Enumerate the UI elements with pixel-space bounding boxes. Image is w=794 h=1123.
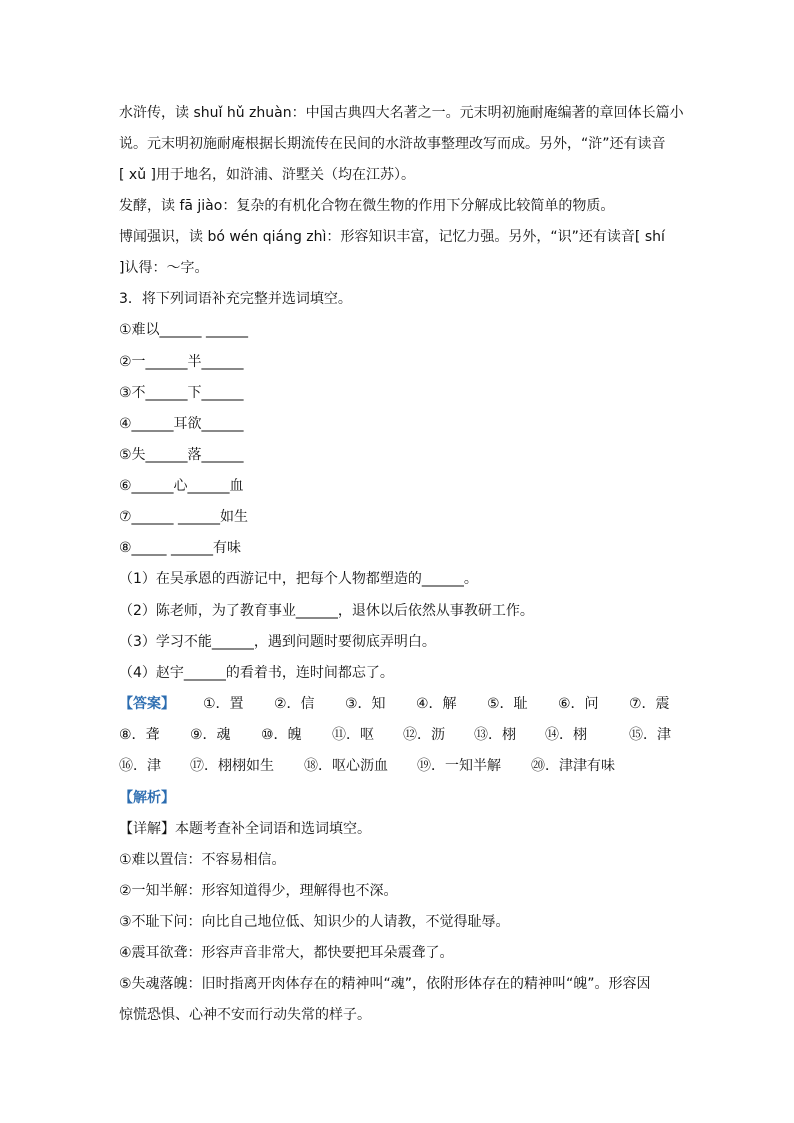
answer-row-2 bbox=[119, 725, 679, 745]
answer-item: ⑲．一知半解 bbox=[417, 758, 501, 774]
analysis-item-5-line2: 惊慌恐惧、心神不安而行动失常的样子。 bbox=[119, 1007, 371, 1023]
answer-item: ⑰．栩栩如生 bbox=[190, 758, 274, 774]
answer-item: ⑳．津津有味 bbox=[531, 758, 615, 774]
question-item: ⑤失______落______ bbox=[119, 447, 244, 463]
answer-item: ⑪．呕 bbox=[332, 727, 374, 743]
analysis-item: ④震耳欲聋：形容声音非常大，都快要把耳朵震聋了。 bbox=[119, 945, 454, 961]
answer-item: ⑩．魄 bbox=[261, 727, 302, 743]
question-item: ⑥______心______血 bbox=[119, 478, 244, 494]
answer-item: ⑫．沥 bbox=[403, 727, 445, 743]
answer-item: ⑧．聋 bbox=[119, 727, 160, 743]
answer-item: ⑱．呕心沥血 bbox=[304, 758, 388, 774]
answer-row-1 bbox=[119, 694, 679, 714]
answer-item: ⑮．津 bbox=[629, 727, 671, 743]
answer-item: ⑭．栩 bbox=[545, 727, 587, 743]
paragraph-shuihuzhuan-line3: [ xǔ ]用于地名，如浒浦、浒墅关（均在江苏）。 bbox=[119, 167, 415, 183]
answer-label: 【答案】 bbox=[119, 696, 175, 712]
paragraph-bowenqiangzhi-line1: 博闻强识，读 bó wén qiáng zhì：形容知识丰富，记忆力强。另外，“识”还有读音[ shí bbox=[119, 229, 665, 245]
analysis-item: ③不耻下问：向比自己地位低、知识少的人请教，不觉得耻辱。 bbox=[119, 914, 510, 930]
answer-item: ⑤．耻 bbox=[487, 696, 528, 712]
question-item: ④______耳欲______ bbox=[119, 416, 244, 432]
answer-item: ③．知 bbox=[345, 696, 386, 712]
question-item: ②一______半______ bbox=[119, 354, 244, 370]
analysis-label: 【解析】 bbox=[119, 790, 175, 806]
question-title: 3．将下列词语补充完整并选词填空。 bbox=[119, 291, 352, 307]
fill-sentence: （2）陈老师，为了教育事业______，退休以后依然从事教研工作。 bbox=[119, 603, 534, 619]
fill-sentence: （4）赵宇______的看着书，连时间都忘了。 bbox=[119, 665, 394, 681]
fill-sentence: （3）学习不能______，遇到问题时要彻底弄明白。 bbox=[119, 634, 436, 650]
fill-sentence: （1）在吴承恩的西游记中，把每个人物都塑造的______。 bbox=[119, 571, 478, 587]
answer-item: ②．信 bbox=[274, 696, 315, 712]
answer-item: ⑨．魂 bbox=[190, 727, 231, 743]
analysis-item: ①难以置信：不容易相信。 bbox=[119, 852, 286, 868]
question-item: ①难以______ ______ bbox=[119, 322, 249, 338]
answer-item: ⑬．栩 bbox=[474, 727, 516, 743]
analysis-item-5-line1: ⑤失魂落魄：旧时指离开肉体存在的精神叫“魂”，依附形体存在的精神叫“魄”。形容因 bbox=[119, 976, 651, 992]
answer-item: ⑦．震 bbox=[629, 696, 670, 712]
answer-item: ⑯．津 bbox=[119, 758, 161, 774]
answer-item: ④．解 bbox=[416, 696, 457, 712]
paragraph-bowenqiangzhi-line2: ]认得：～字。 bbox=[119, 260, 209, 276]
paragraph-shuihuzhuan-line2: 说。元末明初施耐庵根据长期流传在民间的水浒故事整理改写而成。另外，“浒”还有读音 bbox=[119, 136, 666, 152]
paragraph-fajiao: 发酵，读 fā jiào：复杂的有机化合物在微生物的作用下分解成比较简单的物质。 bbox=[119, 198, 615, 214]
paragraph-shuihuzhuan-line1: 水浒传，读 shuǐ hǔ zhuàn：中国古典四大名著之一。元末明初施耐庵编著的章回体长篇小 bbox=[119, 105, 684, 121]
question-item: ⑧_____ ______有味 bbox=[119, 540, 242, 556]
analysis-item: ②一知半解：形容知道得少，理解得也不深。 bbox=[119, 883, 398, 899]
question-item: ③不______下______ bbox=[119, 385, 244, 401]
answer-row-3 bbox=[119, 756, 679, 776]
answer-item: ①．置 bbox=[203, 696, 244, 712]
analysis-detail: 【详解】本题考查补全词语和选词填空。 bbox=[119, 821, 371, 837]
answer-item: ⑥．问 bbox=[558, 696, 599, 712]
question-item: ⑦______ ______如生 bbox=[119, 509, 249, 525]
